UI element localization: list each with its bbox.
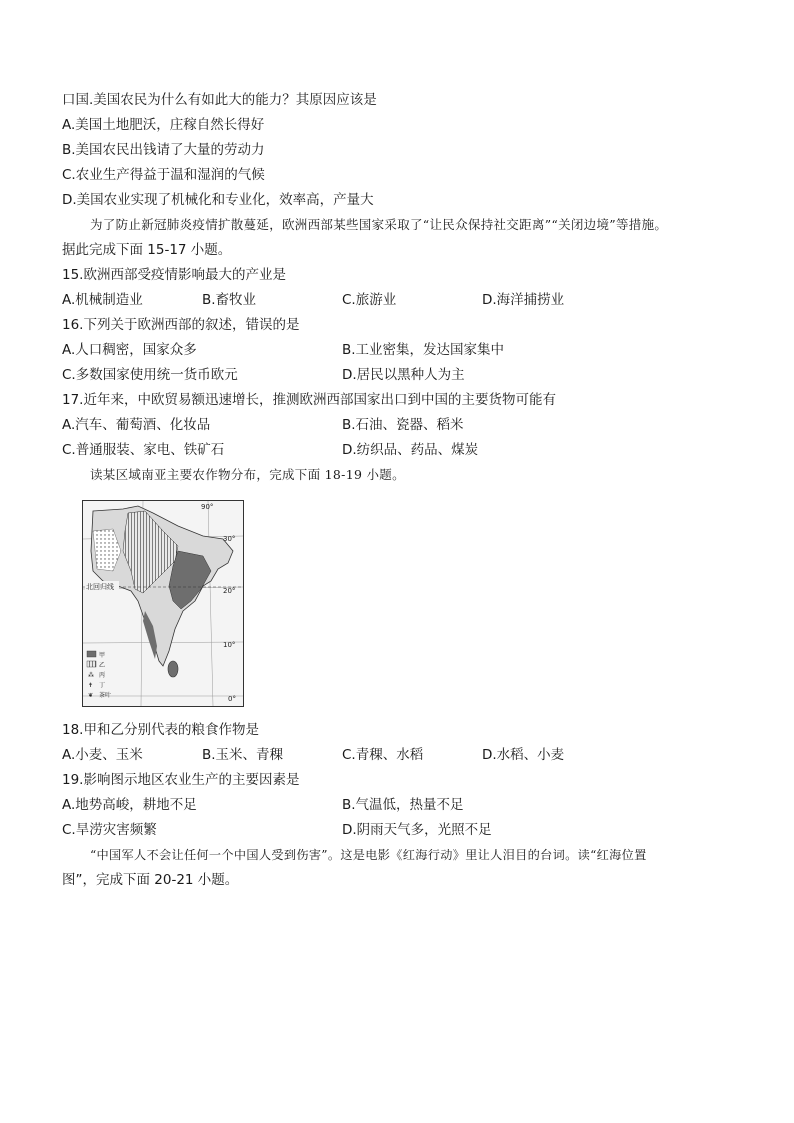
q18-option-b: B.玉米、青稞 bbox=[202, 747, 284, 763]
legend-jia: 甲 bbox=[99, 652, 106, 659]
q19-stem: 19.影响图示地区农业生产的主要因素是 bbox=[62, 772, 300, 788]
tropic-label: 北回归线 bbox=[86, 583, 114, 591]
q16-option-b: B.工业密集，发达国家集中 bbox=[342, 342, 505, 358]
map-svg bbox=[83, 501, 243, 706]
lat-label-10: 10° bbox=[223, 641, 236, 649]
svg-text:⁂: ⁂ bbox=[88, 672, 94, 679]
q17-option-a: A.汽车、葡萄酒、化妆品 bbox=[62, 417, 211, 433]
q18-option-a: A.小麦、玉米 bbox=[62, 747, 143, 763]
map-legend bbox=[87, 651, 111, 699]
south-asia-crop-map bbox=[82, 500, 244, 707]
sri-lanka-shape bbox=[168, 661, 178, 677]
q19-option-c: C.旱涝灾害频繁 bbox=[62, 822, 157, 838]
lon-label-90: 90° bbox=[201, 503, 214, 511]
q17-option-c: C.普通服装、家电、铁矿石 bbox=[62, 442, 225, 458]
q15-option-c: C.旅游业 bbox=[342, 292, 397, 308]
q16-option-a: A.人口稠密，国家众多 bbox=[62, 342, 197, 358]
q17-option-d: D.纺织品、药品、煤炭 bbox=[342, 442, 479, 458]
q14-stem-tail: 口国.美国农民为什么有如此大的能力？其原因应该是 bbox=[62, 92, 377, 108]
q19-option-a: A.地势高峻，耕地不足 bbox=[62, 797, 197, 813]
passage1-line2: 据此完成下面 15-17 小题。 bbox=[62, 242, 232, 258]
q18-stem: 18.甲和乙分别代表的粮食作物是 bbox=[62, 722, 259, 738]
passage1-line1: 为了防止新冠肺炎疫情扩散蔓延，欧洲西部某些国家采取了“让民众保持社交距离”“关闭边境”等措施。 bbox=[90, 217, 668, 232]
lat-label-0: 0° bbox=[228, 695, 236, 703]
q17-option-b: B.石油、瓷器、稻米 bbox=[342, 417, 464, 433]
q19-option-b: B.气温低，热量不足 bbox=[342, 797, 464, 813]
legend-yi: 乙 bbox=[99, 662, 106, 669]
q15-stem: 15.欧洲西部受疫情影响最大的产业是 bbox=[62, 267, 286, 283]
q16-option-c: C.多数国家使用统一货币欧元 bbox=[62, 367, 238, 383]
q14-option-c: C.农业生产得益于温和湿润的气候 bbox=[62, 167, 265, 183]
q18-option-c: C.青稞、水稻 bbox=[342, 747, 424, 763]
q16-option-d: D.居民以黑种人为主 bbox=[342, 367, 465, 383]
region-jia bbox=[169, 551, 211, 609]
passage2-line1: 读某区域南亚主要农作物分布，完成下面 18-19 小题。 bbox=[90, 467, 405, 482]
legend-bing: 丙 bbox=[99, 672, 106, 679]
q14-option-a: A.美国土地肥沃，庄稼自然长得好 bbox=[62, 117, 265, 133]
legend-tea: 茶叶 bbox=[99, 692, 112, 699]
q19-option-d: D.阴雨天气多，光照不足 bbox=[342, 822, 492, 838]
svg-text:✝: ✝ bbox=[88, 682, 94, 689]
passage3-line2: 图”，完成下面 20-21 小题。 bbox=[62, 872, 239, 888]
q15-option-d: D.海洋捕捞业 bbox=[482, 292, 565, 308]
q17-stem: 17.近年来，中欧贸易额迅速增长，推测欧洲西部国家出口到中国的主要货物可能有 bbox=[62, 392, 556, 408]
q18-option-d: D.水稻、小麦 bbox=[482, 747, 565, 763]
q16-stem: 16.下列关于欧洲西部的叙述，错误的是 bbox=[62, 317, 300, 333]
svg-text:❦: ❦ bbox=[88, 692, 94, 699]
q14-option-d: D.美国农业实现了机械化和专业化，效率高，产量大 bbox=[62, 192, 374, 208]
q15-option-b: B.畜牧业 bbox=[202, 292, 257, 308]
passage3-line1: “中国军人不会让任何一个中国人受到伤害”。这是电影《红海行动》里让人泪目的台词。读“红海位置 bbox=[90, 848, 647, 862]
lat-label-30: 30° bbox=[223, 535, 236, 543]
q15-option-a: A.机械制造业 bbox=[62, 292, 143, 308]
lat-label-20: 20° bbox=[223, 587, 236, 595]
q14-option-b: B.美国农民出钱请了大量的劳动力 bbox=[62, 142, 265, 158]
legend-ding: 丁 bbox=[99, 682, 106, 689]
